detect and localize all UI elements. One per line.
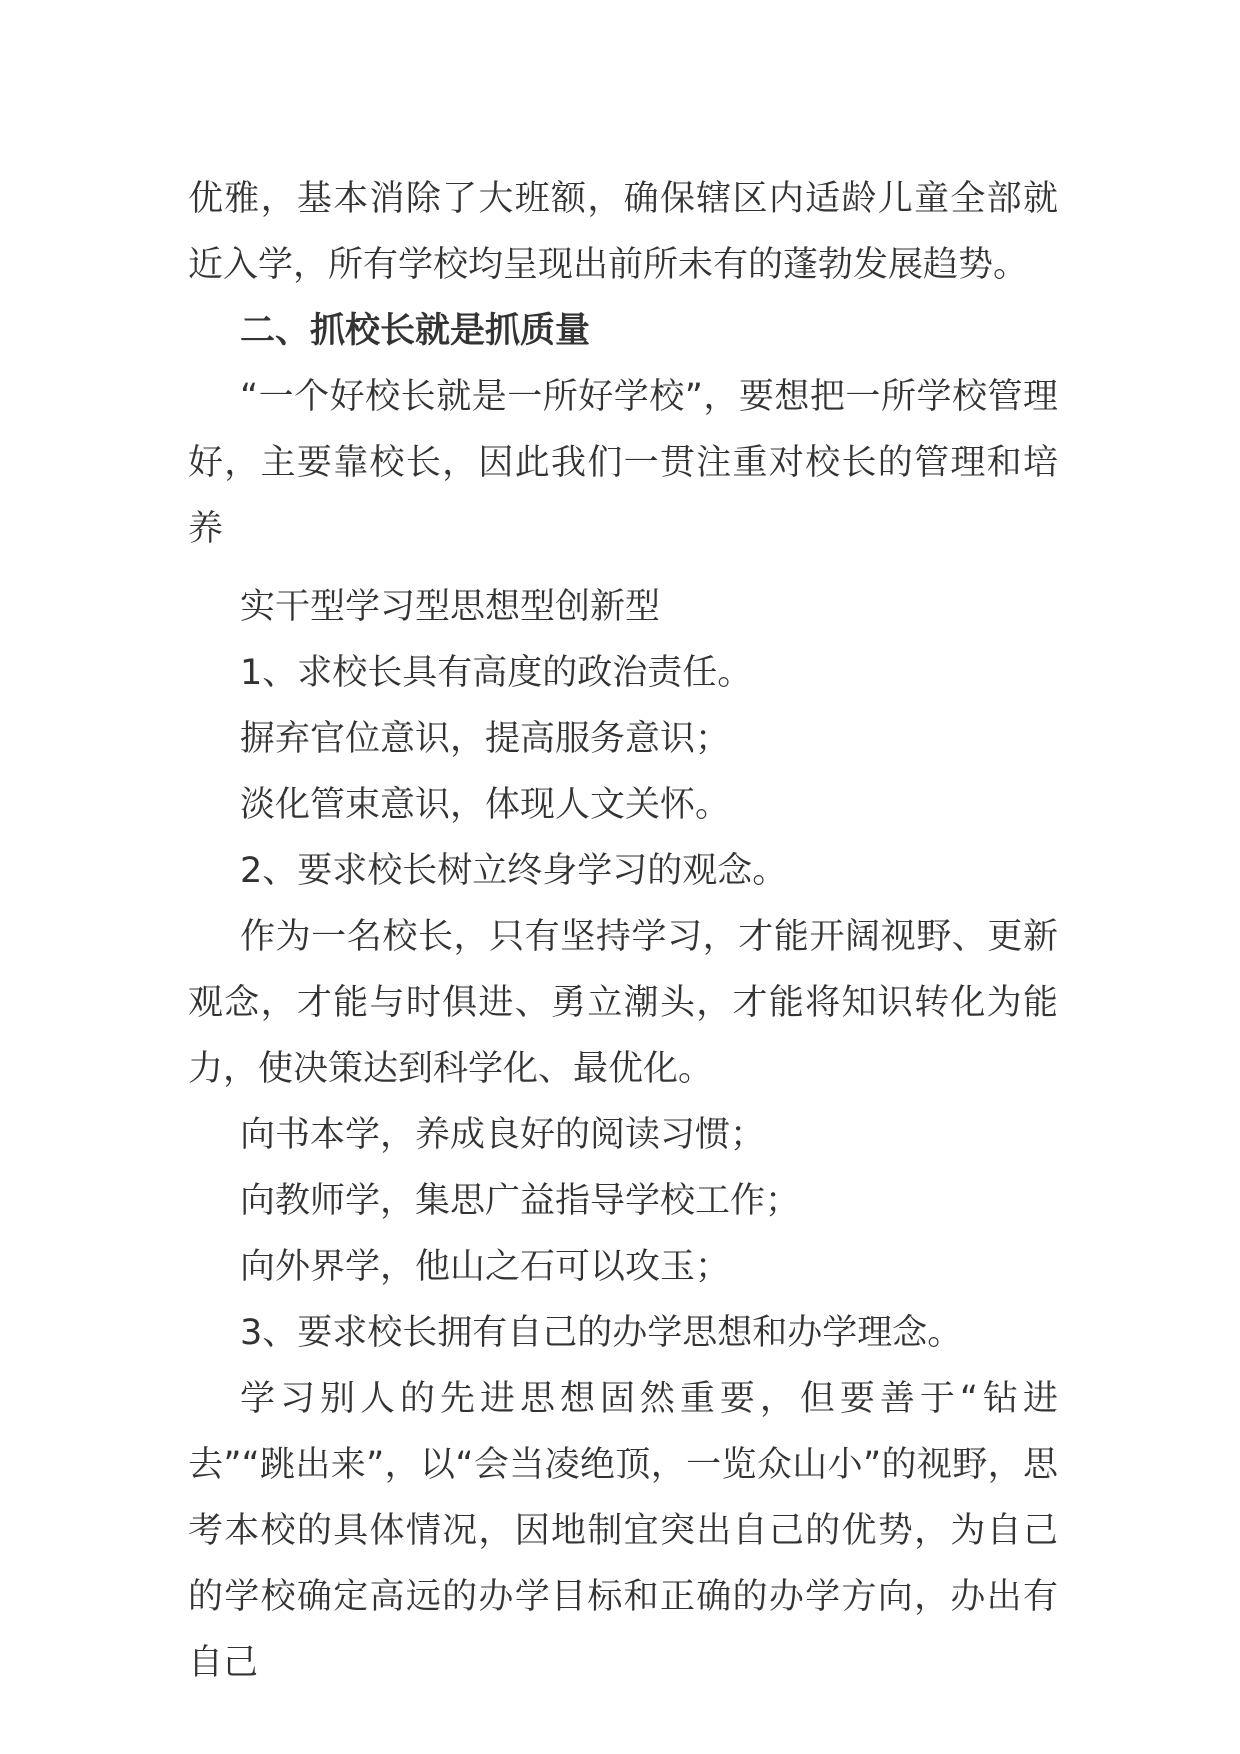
paragraph-care: 淡化管束意识，体现人文关怀。 <box>240 785 731 825</box>
paragraph-intro: “一个好校长就是一所好学校”，要想把一所学校管理好，主要靠校长，因此我们一贯注重对校长的管理和培养 <box>188 377 1058 549</box>
paragraph-books: 向书本学，养成良好的阅读习惯； <box>240 1115 766 1155</box>
document-body <box>188 166 1058 1696</box>
list-item-3: 3、要求校长拥有自己的办学思想和办学理念。 <box>240 1313 963 1353</box>
paragraph-learning: 作为一名校长，只有坚持学习，才能开阔视野、更新观念，才能与时俱进、勇立潮头，才能将知识转化为能力，使决策达到科学化、最优化。 <box>188 917 1058 1089</box>
paragraph-service: 摒弃官位意识，提高服务意识； <box>240 719 731 759</box>
paragraph-philosophy: 学习别人的先进思想固然重要，但要善于“钻进去”“跳出来”，以“会当凌绝顶，一览众山小”的视野，思考本校的具体情况，因地制宜突出自己的优势，为自己的学校确定高远的办学目标和正确的办学方向，办出有自己 <box>188 1379 1058 1683</box>
paragraph-continuation: 优雅，基本消除了大班额，确保辖区内适龄儿童全部就近入学，所有学校均呈现出前所未有的蓬勃发展趋势。 <box>188 179 1058 285</box>
section-heading: 二、抓校长就是抓质量 <box>240 311 591 351</box>
list-item-2: 2、要求校长树立终身学习的观念。 <box>240 851 788 891</box>
list-item-1: 1、求校长具有高度的政治责任。 <box>240 653 753 693</box>
paragraph-types: 实干型学习型思想型创新型 <box>240 587 661 627</box>
paragraph-teachers: 向教师学，集思广益指导学校工作； <box>240 1181 801 1221</box>
paragraph-outside: 向外界学，他山之石可以攻玉； <box>240 1247 731 1287</box>
